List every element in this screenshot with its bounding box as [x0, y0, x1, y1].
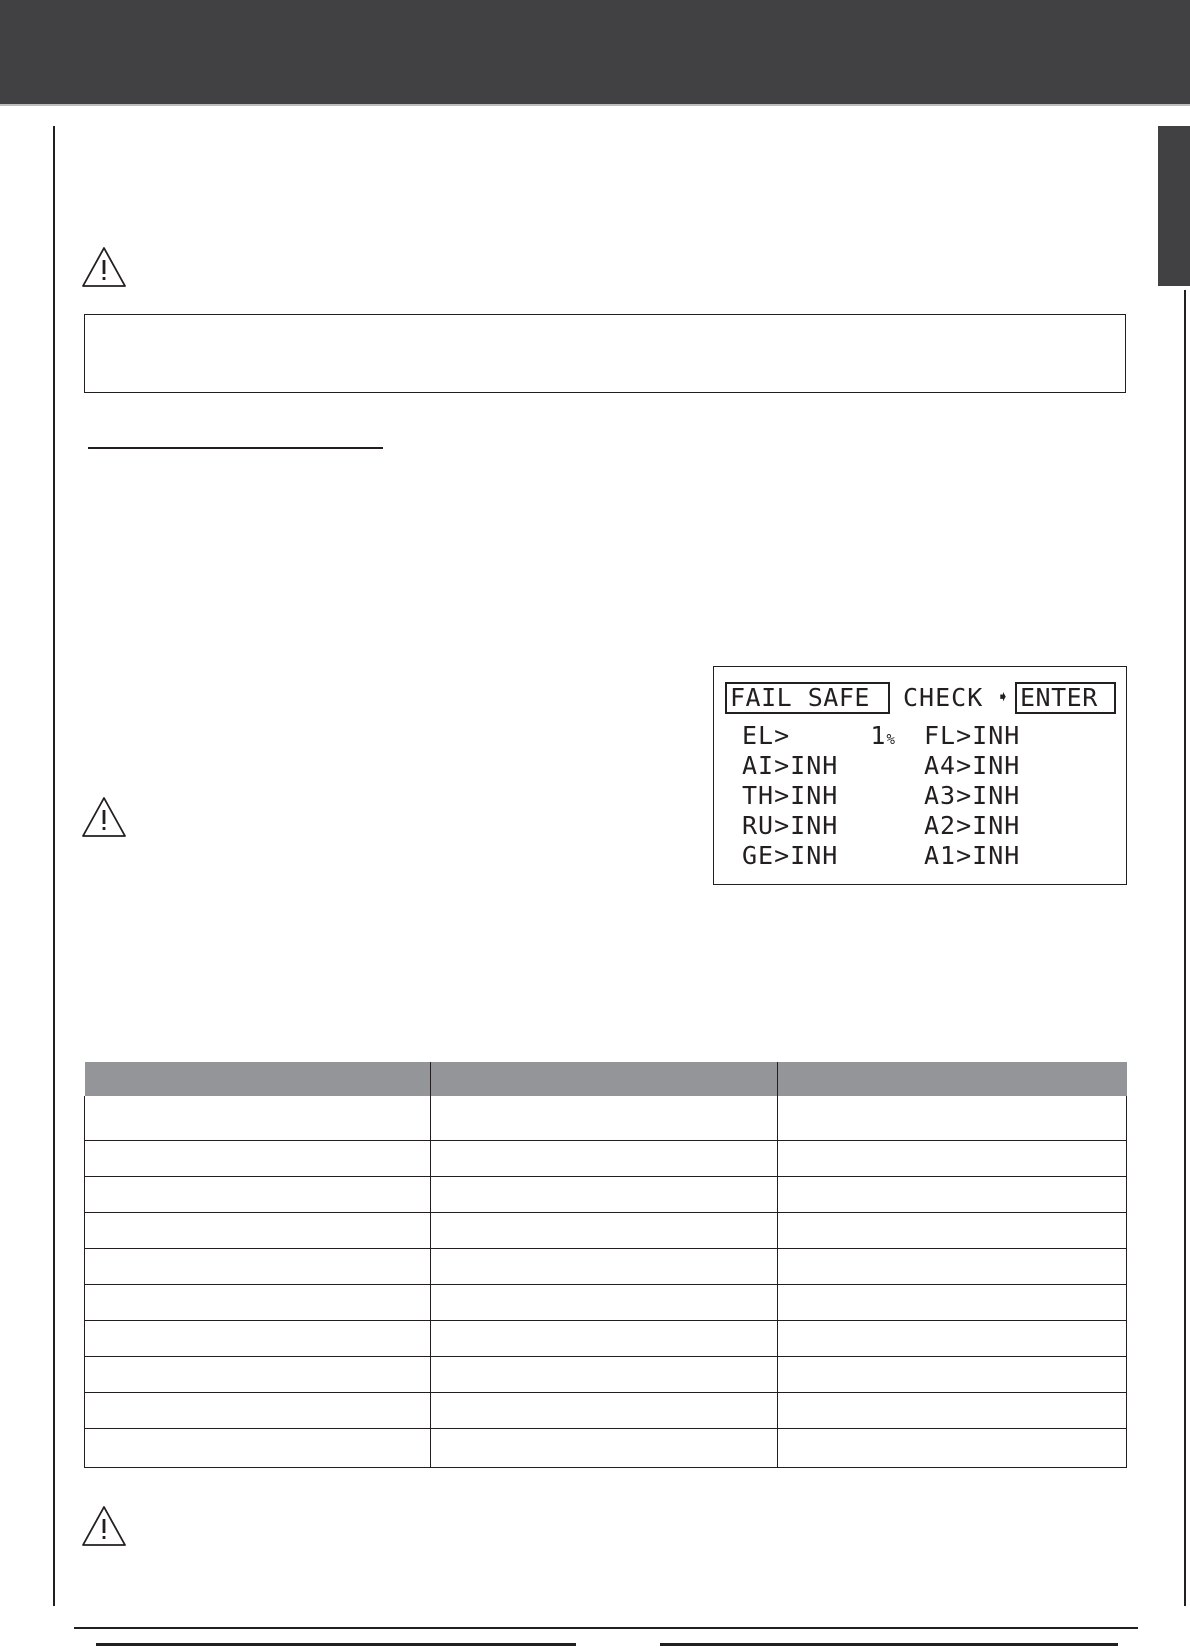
footer-bar-right: [660, 1643, 1118, 1646]
lcd-row-left-5: GE>INH: [742, 841, 839, 870]
footer-rule: [74, 1627, 1138, 1629]
table-row: [85, 1393, 1127, 1429]
lcd-row-right-3: A3>INH: [924, 781, 1021, 810]
warning-triangle-icon: [81, 1505, 127, 1547]
lcd-arrow-icon: ➧: [997, 685, 1011, 709]
header-rule: [0, 104, 1190, 106]
lcd-row-right-4: A2>INH: [924, 811, 1021, 840]
right-margin-rule: [1184, 290, 1186, 1606]
lcd-title-enter: ENTER: [1015, 682, 1116, 714]
table-row: [85, 1285, 1127, 1321]
table-row: [85, 1141, 1127, 1177]
page-header-bar: [0, 0, 1190, 104]
lcd-row-left-2: AI>INH: [742, 751, 839, 780]
table-row: [85, 1213, 1127, 1249]
lcd-row-right-1: FL>INH: [924, 721, 1021, 750]
footer-bar-left: [96, 1643, 576, 1646]
lcd-fail-safe-screen: [713, 666, 1127, 885]
table-header-row: [85, 1062, 1127, 1096]
left-margin-rule: [53, 126, 55, 1606]
lcd-title-fail-safe: FAIL SAFE: [725, 682, 890, 714]
table-row: [85, 1429, 1127, 1468]
section-heading-underline: [88, 447, 383, 449]
table-row: [85, 1177, 1127, 1213]
lcd-row-left-1: EL> 1%: [742, 721, 895, 750]
warning-triangle-icon: [81, 246, 127, 288]
warning-triangle-icon: [81, 796, 127, 838]
table-row: [85, 1249, 1127, 1285]
lcd-row-left-4: RU>INH: [742, 811, 839, 840]
table-row: [85, 1096, 1127, 1141]
channel-table: [84, 1062, 1127, 1468]
table-row: [85, 1357, 1127, 1393]
table-header-cell: [85, 1062, 431, 1096]
note-box: [84, 314, 1126, 393]
table-row: [85, 1321, 1127, 1357]
lcd-title-check: CHECK: [903, 683, 984, 712]
chapter-side-tab: [1158, 126, 1190, 286]
lcd-row-right-2: A4>INH: [924, 751, 1021, 780]
table-header-cell: [430, 1062, 778, 1096]
lcd-row-left-3: TH>INH: [742, 781, 839, 810]
lcd-row-right-5: A1>INH: [924, 841, 1021, 870]
table-header-cell: [778, 1062, 1127, 1096]
